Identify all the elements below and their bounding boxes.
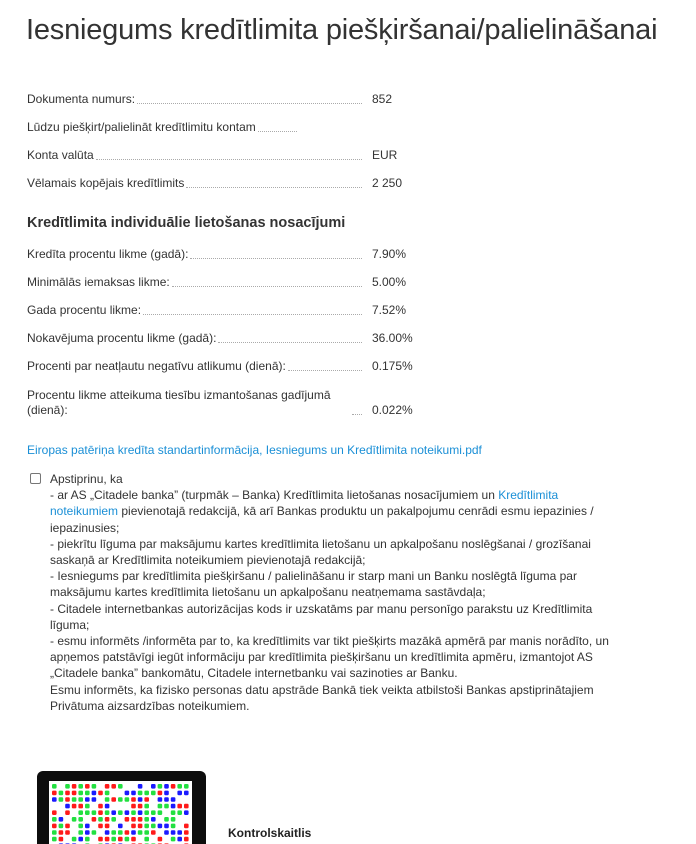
- leader-dots: [218, 342, 362, 343]
- control-code-dot: [158, 837, 163, 842]
- control-code-dot: [98, 810, 103, 815]
- confirmation-item: - Iesniegums par kredītlimita piešķiršanu / palielināšanu ir starp mani un Banku noslēgtā līguma par maksājumu kartes kredītlimita lietošanu un apkalpošanu neatņemama sastāvdaļa;: [50, 569, 577, 600]
- condition-value: 0.022%: [372, 403, 413, 417]
- control-code-dot: [111, 797, 116, 802]
- leader-dots: [352, 414, 362, 415]
- confirm-checkbox[interactable]: [30, 473, 41, 484]
- control-code-dot: [138, 797, 143, 802]
- control-code-dot: [158, 784, 163, 789]
- control-code-dot: [78, 824, 83, 829]
- control-code-dot: [105, 837, 110, 842]
- control-code-dot: [52, 784, 57, 789]
- control-code-dot: [111, 817, 116, 822]
- leader-dots: [143, 314, 362, 315]
- condition-value: 7.90%: [372, 247, 407, 261]
- control-code-dot: [118, 837, 123, 842]
- control-code-dot: [92, 810, 97, 815]
- condition-label: Kredīta procentu likme (gadā):: [27, 247, 189, 261]
- control-code-dot: [92, 791, 97, 796]
- control-code-dot: [72, 837, 77, 842]
- confirmation-closing: Esmu informēts, ka fizisko personas datu apstrāde Bankā tiek veikta atbilstoši Bankas apstiprinātajiem Privātuma aizsardzības noteikumiem.: [50, 682, 594, 713]
- control-code-dot: [105, 791, 110, 796]
- control-code-dot: [111, 837, 116, 842]
- control-code-dot: [184, 830, 189, 835]
- control-code-dot: [151, 817, 156, 822]
- control-code-dot: [65, 804, 70, 809]
- field-value: EUR: [372, 148, 398, 162]
- control-code-dot: [111, 810, 116, 815]
- control-code-dot: [78, 830, 83, 835]
- control-code-dot: [65, 830, 70, 835]
- conditions-title: Kredītlimita individuālie lietošanas nosacījumi: [27, 215, 346, 231]
- control-code-dot: [125, 830, 130, 835]
- control-code-dot: [59, 824, 64, 829]
- control-code-dot: [144, 797, 149, 802]
- control-code-dot: [105, 817, 110, 822]
- condition-label: Procentu likme atteikuma tiesību izmantošanas gadījumā (dienā):: [27, 388, 352, 418]
- control-code-dot: [184, 810, 189, 815]
- condition-value: 36.00%: [372, 331, 413, 345]
- control-code-dot: [59, 837, 64, 842]
- control-code-dot: [177, 791, 182, 796]
- control-code-dot: [151, 784, 156, 789]
- confirmation-intro: Apstiprinu, ka: [50, 472, 123, 486]
- leader-dots: [258, 131, 297, 132]
- pdf-document-link[interactable]: Eiropas patēriņa kredīta standartinformācija, Iesniegums un Kredītlimita noteikumi.pdf: [27, 443, 482, 457]
- control-code-dot: [118, 784, 123, 789]
- control-code-dot: [158, 824, 163, 829]
- leader-dots: [186, 187, 362, 188]
- confirmation-text: [50, 471, 620, 714]
- control-code-dot: [105, 784, 110, 789]
- control-code-dot: [98, 804, 103, 809]
- page-title: Iesniegums kredītlimita piešķiršanai/palielināšanai: [26, 14, 658, 46]
- control-code-dot: [184, 824, 189, 829]
- field-label: Konta valūta: [27, 148, 94, 162]
- control-code-dot: [164, 791, 169, 796]
- control-code-dot: [177, 837, 182, 842]
- control-code-dot: [85, 824, 90, 829]
- field-value: 852: [372, 92, 393, 106]
- leader-dots: [172, 286, 362, 287]
- control-code-dot: [171, 810, 176, 815]
- leader-dots: [190, 258, 362, 259]
- control-code-dot: [118, 830, 123, 835]
- condition-row: [27, 275, 427, 290]
- control-code-dot: [164, 797, 169, 802]
- confirmation-text-part: pievienotajā redakcijā, kā arī Bankas produktu un pakalpojumu cenrādi esmu iepazinies / iepazinusies;: [50, 504, 594, 535]
- control-code-dot: [125, 810, 130, 815]
- confirmation-item: - esmu informēts /informēta par to, ka kredītlimits var tikt piešķirts mazākā apmērā par manis norādīto, un apņemos patstāvīgi iegūt informāciju par kredītlimita piešķiršanu un kredītlimita apmēru, izmantojot AS „Citadele banka” bankomātu, Citadele internetbanku vai sazinoties ar Banku.: [50, 634, 609, 681]
- control-code-dot: [144, 830, 149, 835]
- field-document-number: [27, 92, 427, 107]
- control-code-dot: [184, 784, 189, 789]
- condition-row: [27, 331, 427, 346]
- control-code-image: [49, 781, 192, 844]
- control-code-dot: [131, 797, 136, 802]
- control-code-dot: [59, 830, 64, 835]
- control-code-dot: [164, 830, 169, 835]
- control-code-dot: [144, 837, 149, 842]
- control-code-dot: [144, 791, 149, 796]
- control-code-dot: [138, 824, 143, 829]
- control-code-dot: [138, 810, 143, 815]
- control-code-dot: [131, 824, 136, 829]
- field-value: 2 250: [372, 176, 403, 190]
- control-code-dot: [144, 817, 149, 822]
- control-code-dot: [138, 804, 143, 809]
- control-code-dot: [111, 784, 116, 789]
- condition-value: 5.00%: [372, 275, 407, 289]
- control-code-dot: [52, 797, 57, 802]
- condition-label: Minimālās iemaksas likme:: [27, 275, 170, 289]
- control-code-dot: [52, 791, 57, 796]
- control-code-dot: [171, 817, 176, 822]
- control-code-dot: [85, 784, 90, 789]
- control-code-dot: [158, 797, 163, 802]
- control-code-dot: [65, 791, 70, 796]
- control-code-dots: [49, 781, 192, 844]
- control-code-dot: [59, 797, 64, 802]
- control-code-dot: [85, 797, 90, 802]
- control-code-dot: [92, 797, 97, 802]
- control-code-dot: [98, 817, 103, 822]
- field-label: Dokumenta numurs:: [27, 92, 136, 106]
- control-code-dot: [118, 797, 123, 802]
- control-code-dot: [184, 804, 189, 809]
- field-label: Lūdzu piešķirt/palielināt kredītlimitu kontam: [27, 120, 256, 134]
- control-code-dot: [144, 824, 149, 829]
- control-code-dot: [98, 824, 103, 829]
- control-code-dot: [78, 791, 83, 796]
- leader-dots: [137, 103, 362, 104]
- control-code-dot: [118, 810, 123, 815]
- control-code-dot: [78, 804, 83, 809]
- control-code-dot: [171, 784, 176, 789]
- control-code-dot: [131, 817, 136, 822]
- control-code-dot: [138, 830, 143, 835]
- control-code-dot: [59, 817, 64, 822]
- control-code-dot: [131, 837, 136, 842]
- field-requested-limit: [27, 176, 427, 191]
- control-code-dot: [171, 804, 176, 809]
- control-code-dot: [78, 784, 83, 789]
- control-code-dot: [151, 810, 156, 815]
- confirmation-item: [50, 487, 620, 536]
- control-code-dot: [78, 810, 83, 815]
- condition-row: [27, 387, 427, 418]
- control-code-dot: [125, 797, 130, 802]
- control-code-dot: [92, 830, 97, 835]
- control-code-dot: [105, 830, 110, 835]
- control-code-dot: [125, 791, 130, 796]
- control-code-label: Kontrolskaitlis: [228, 826, 312, 840]
- condition-value: 0.175%: [372, 359, 413, 373]
- control-code-dot: [105, 797, 110, 802]
- control-code-dot: [85, 804, 90, 809]
- condition-row: [27, 247, 427, 262]
- control-code-dot: [151, 824, 156, 829]
- control-code-dot: [144, 810, 149, 815]
- control-code-dot: [72, 784, 77, 789]
- control-code-dot: [131, 791, 136, 796]
- control-code-dot: [151, 830, 156, 835]
- control-code-dot: [131, 830, 136, 835]
- control-code-dot: [164, 804, 169, 809]
- control-code-dot: [177, 810, 182, 815]
- control-code-dot: [72, 797, 77, 802]
- control-code-dot: [52, 810, 57, 815]
- control-code-dot: [105, 804, 110, 809]
- condition-row: [27, 303, 427, 318]
- control-code-dot: [125, 817, 130, 822]
- field-account: [27, 120, 427, 135]
- control-code-dot: [158, 791, 163, 796]
- control-code-dot: [138, 784, 143, 789]
- control-code-dot: [111, 830, 116, 835]
- control-code-dot: [52, 817, 57, 822]
- field-currency: [27, 148, 427, 163]
- control-code-dot: [177, 784, 182, 789]
- confirmation-text-part: - ar AS „Citadele banka” (turpmāk – Banka) Kredītlimita lietošanas nosacījumiem un: [50, 488, 499, 503]
- control-code-dot: [65, 784, 70, 789]
- control-code-dot: [98, 791, 103, 796]
- control-code-dot: [171, 837, 176, 842]
- control-code-dot: [171, 797, 176, 802]
- control-code-dot: [85, 810, 90, 815]
- control-code-dot: [92, 817, 97, 822]
- control-code-dot: [184, 837, 189, 842]
- control-code-dot: [171, 824, 176, 829]
- condition-label: Nokavējuma procentu likme (gadā):: [27, 331, 217, 345]
- control-code-dot: [72, 791, 77, 796]
- control-code-dot: [105, 810, 110, 815]
- control-code-dot: [177, 804, 182, 809]
- control-code-dot: [52, 837, 57, 842]
- control-code-dot: [92, 784, 97, 789]
- control-code-dot: [72, 817, 77, 822]
- control-code-dot: [131, 810, 136, 815]
- control-code-dot: [65, 824, 70, 829]
- control-code-dot: [85, 791, 90, 796]
- condition-label: Procenti par neatļautu negatīvu atlikumu (dienā):: [27, 359, 286, 373]
- control-code-dot: [144, 804, 149, 809]
- control-code-dot: [138, 791, 143, 796]
- control-code-dot: [164, 784, 169, 789]
- control-code-dot: [131, 804, 136, 809]
- control-code-dot: [52, 830, 57, 835]
- credit-limit-terms-link[interactable]: Kredītlimita noteikumiem: [50, 488, 559, 519]
- control-code-dot: [158, 810, 163, 815]
- control-code-dot: [158, 804, 163, 809]
- control-code-dot: [52, 824, 57, 829]
- condition-value: 7.52%: [372, 303, 407, 317]
- control-code-dot: [72, 804, 77, 809]
- control-code-dot: [118, 824, 123, 829]
- control-code-dot: [105, 824, 110, 829]
- control-code-dot: [85, 830, 90, 835]
- condition-label: Gada procentu likme:: [27, 303, 142, 317]
- control-code-dot: [98, 837, 103, 842]
- control-code-dot: [78, 837, 83, 842]
- control-code-dot: [164, 817, 169, 822]
- leader-dots: [96, 159, 362, 160]
- control-code-dot: [164, 824, 169, 829]
- leader-dots: [288, 370, 362, 371]
- confirmation-item: - Citadele internetbankas autorizācijas kods ir uzskatāms par manu personīgo parakstu uz Kredītlimita līguma;: [50, 601, 593, 632]
- field-label: Vēlamais kopējais kredītlimits: [27, 176, 185, 190]
- control-code-dot: [78, 817, 83, 822]
- control-code-dot: [65, 797, 70, 802]
- control-code-dot: [171, 830, 176, 835]
- control-code-dot: [138, 817, 143, 822]
- control-code-dot: [184, 791, 189, 796]
- control-code-dot: [85, 837, 90, 842]
- control-code-dot: [59, 791, 64, 796]
- control-code-dot: [78, 797, 83, 802]
- control-code-dot: [151, 791, 156, 796]
- control-code-dot: [65, 810, 70, 815]
- control-code-dot: [125, 837, 130, 842]
- control-code-dot: [177, 830, 182, 835]
- condition-row: [27, 359, 427, 374]
- confirmation-item: - piekrītu līguma par maksājumu kartes kredītlimita lietošanu un apkalpošanu noslēgšanai / grozīšanai saskaņā ar Kredītlimita noteikumiem pievienotajā redakcijā;: [50, 536, 591, 568]
